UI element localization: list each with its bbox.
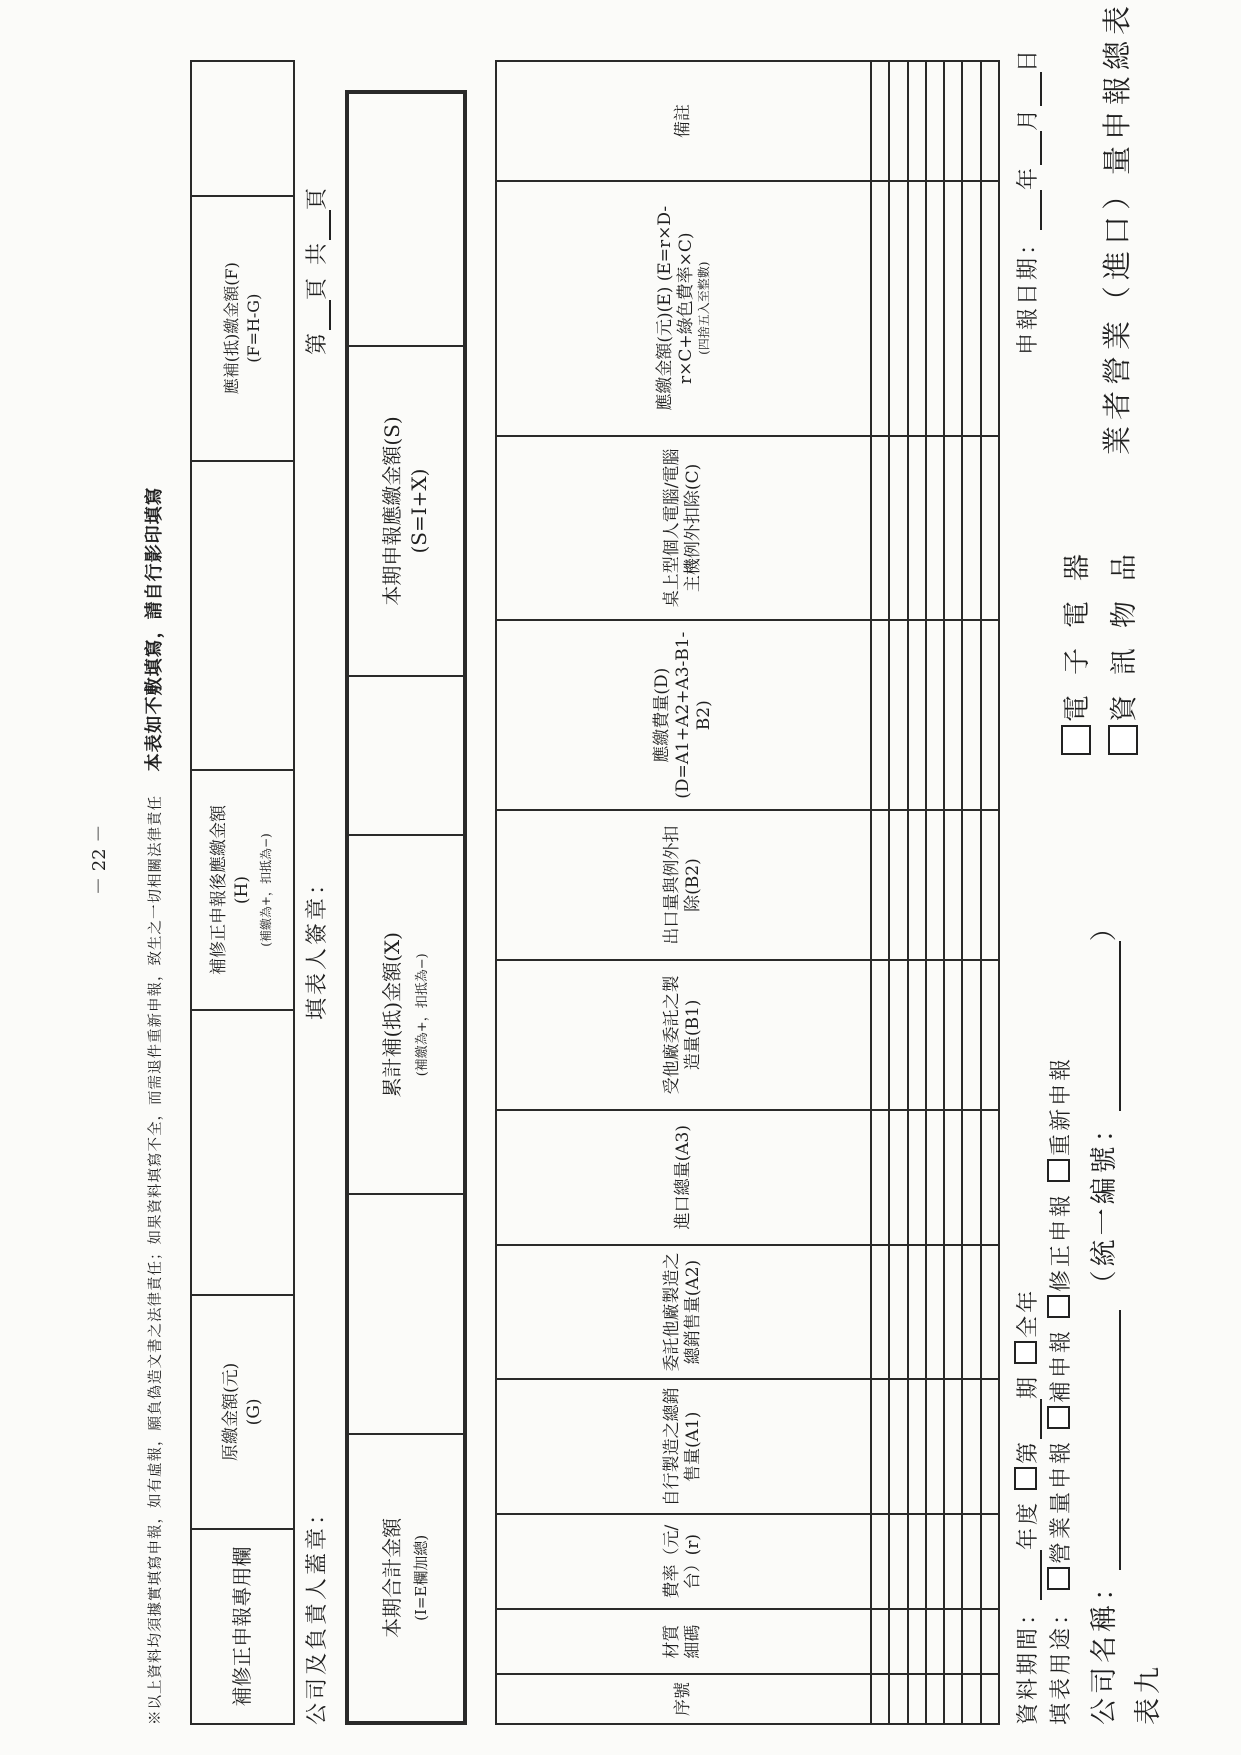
diff-label: 應補(抵)繳金額(F) [221,262,241,395]
cumulative-label-cell [347,835,465,1194]
date-year: 年 [1016,164,1041,190]
table-cell[interactable] [981,1674,999,1724]
correction-label-cell [191,1529,294,1724]
header-serial: 序號 [496,1674,871,1724]
page-count [300,185,331,355]
table-cell[interactable] [871,436,889,621]
table-cell[interactable] [871,620,889,810]
table-cell[interactable] [962,436,980,621]
table-cell[interactable] [908,1110,926,1245]
form-number: 表九 [1133,1663,1164,1725]
total-label-cell [347,1434,465,1723]
table-cell[interactable] [889,436,907,621]
table-cell[interactable] [981,436,999,621]
table-cell[interactable] [889,61,907,181]
declare-date-label: 申報日期： [1016,229,1041,355]
table-cell[interactable] [889,960,907,1110]
page-total-field[interactable] [307,210,331,240]
after-code: (H) [232,875,253,905]
total-value-cell[interactable] [347,1194,465,1433]
table-cell[interactable] [926,1245,944,1380]
payable-label: 本期申報應繳金額(S) [380,416,404,606]
date-day: 日 [1016,46,1041,72]
table-cell[interactable] [926,810,944,960]
table-cell[interactable] [908,1245,926,1380]
table-cell[interactable] [889,1674,907,1724]
header-b1: 受他廠委託之製造量(B1) [496,960,871,1110]
page-suffix: 頁 [305,184,330,210]
table-cell[interactable] [981,1110,999,1245]
company-name-field[interactable] [1093,1310,1121,1570]
header-a2: 委託他廠製造之總銷售量(A2) [496,1245,871,1380]
company-label: 公司名稱： [1089,1570,1120,1725]
checkbox-period[interactable] [1014,1467,1037,1490]
diff-formula: (F=H-G) [243,293,263,363]
table-cell[interactable] [871,1110,889,1245]
table-cell[interactable] [981,181,999,436]
table-cell[interactable] [926,1514,944,1609]
period-number-field[interactable] [1018,1399,1042,1439]
table-cell[interactable] [871,1674,889,1724]
table-cell[interactable] [981,960,999,1110]
footer-note [140,486,166,1725]
header-material-code: 材質細碼 [496,1609,871,1674]
checkbox-full-year[interactable] [1014,1341,1037,1364]
table-cell[interactable] [908,1674,926,1724]
header-c: 桌上型個人電腦/電腦主機例外扣除(C) [496,436,871,621]
table-cell[interactable] [944,181,962,436]
table-cell[interactable] [889,1609,907,1674]
diff-value-cell[interactable] [191,61,294,196]
checkbox-amend[interactable] [1047,1295,1070,1318]
table-cell[interactable] [962,181,980,436]
table-cell[interactable] [944,1110,962,1245]
table-cell[interactable] [962,960,980,1110]
table-row [962,61,980,1724]
uniform-no-label: （統一編號： [1089,1111,1120,1298]
table-cell[interactable] [944,960,962,1110]
table-cell[interactable] [908,436,926,621]
checkbox-supplement[interactable] [1047,1406,1070,1429]
table-cell[interactable] [981,620,999,810]
page-prefix: 第 [305,329,330,355]
table-cell[interactable] [871,181,889,436]
header-d: 應繳費量(D) (D=A1+A2+A3-B1-B2) [496,620,871,810]
table-cell[interactable] [944,1674,962,1724]
form-title: 業者營業（進口）量申報總表 [1100,0,1134,455]
table-cell[interactable] [926,61,944,181]
table-cell[interactable] [871,1514,889,1609]
table-cell[interactable] [944,61,962,181]
purpose-sales-declare: 營業量申報 [1049,1438,1074,1564]
table-cell[interactable] [981,1245,999,1380]
checkbox-sales-declare[interactable] [1047,1567,1070,1590]
page-current-field[interactable] [307,300,331,330]
table-cell[interactable] [926,1674,944,1724]
table-cell[interactable] [889,810,907,960]
header-rate: 費率（元/台）(r) [496,1514,871,1609]
table-cell[interactable] [962,1379,980,1514]
footer-bold-text: 本表如不敷填寫，請自行影印填寫 [144,486,165,772]
original-label: 原繳金額(元) [220,1362,241,1462]
original-code: (G) [243,1398,264,1426]
period-suffix: 期 [1016,1373,1041,1399]
table-cell[interactable] [889,1379,907,1514]
table-cell[interactable] [889,1110,907,1245]
date-year-field[interactable] [1018,190,1042,230]
table-cell[interactable] [926,1609,944,1674]
table-cell[interactable] [908,810,926,960]
purpose-redeclare: 重新申報 [1049,1055,1074,1156]
original-value-cell[interactable] [191,1010,294,1295]
main-table [495,60,1000,1725]
table-cell[interactable] [908,1379,926,1514]
header-e: 應繳金額(元)(E) (E=r×D-r×C+綠色費率×C) (四捨五入至整數) [496,181,871,436]
after-label: 補修正申報後應繳金額 [209,805,230,976]
header-b2: 出口量與例外扣除(B2) [496,810,871,960]
table-cell[interactable] [908,1609,926,1674]
category-options [1055,534,1141,755]
table-cell[interactable] [962,810,980,960]
table-cell[interactable] [944,810,962,960]
footer-note-text: ※以上資料均須據實填寫申報，如有虛報，願負偽造文書之法律責任；如果資料填寫不全，而需退件重新申報，致生之一切相關法律責任 [148,795,164,1725]
table-cell[interactable] [944,1379,962,1514]
table-cell[interactable] [871,1609,889,1674]
table-cell[interactable] [962,1110,980,1245]
main-table-body [871,61,999,1724]
original-label-cell [191,1295,294,1530]
purpose-row [1044,1056,1075,1725]
uniform-no-field[interactable] [1093,941,1121,1111]
summary-table [345,90,467,1725]
uniform-no-close: ） [1089,910,1120,942]
table-cell[interactable] [871,1379,889,1514]
table-row [944,61,962,1724]
checkbox-information[interactable] [1108,725,1138,755]
table-cell[interactable] [944,436,962,621]
table-cell[interactable] [962,1245,980,1380]
cumulative-label: 累計補(抵)金額(X) [380,932,404,1098]
header-remarks: 備註 [496,61,871,181]
purpose-supplement: 補申報 [1049,1327,1074,1403]
total-note: (I=E欄加總) [412,1534,430,1621]
table-cell[interactable] [889,181,907,436]
table-cell[interactable] [926,1379,944,1514]
table-cell[interactable] [962,1514,980,1609]
table-cell[interactable] [889,1245,907,1380]
table-cell[interactable] [944,620,962,810]
table-cell[interactable] [908,181,926,436]
table-cell[interactable] [871,810,889,960]
table-cell[interactable] [908,1514,926,1609]
table-cell[interactable] [926,960,944,1110]
payable-label-cell [347,346,465,675]
correction-table [190,60,295,1725]
page-mid: 頁 [305,274,330,300]
page-total-prefix: 共 [305,239,330,265]
checkbox-electronics[interactable] [1061,725,1091,755]
table-cell[interactable] [926,436,944,621]
table-row [908,61,926,1724]
table-row [889,61,907,1724]
table-cell[interactable] [944,1245,962,1380]
category-electronics: 電子電器 [1062,534,1093,722]
total-label: 本期合計金額 [380,1517,404,1638]
cumulative-note: (補繳為+，扣抵為−) [415,953,430,1077]
period-prefix: 第 [1016,1438,1041,1464]
checkbox-redeclare[interactable] [1047,1159,1070,1182]
table-cell[interactable] [962,61,980,181]
table-cell[interactable] [944,1514,962,1609]
table-cell[interactable] [926,1110,944,1245]
table-cell[interactable] [908,61,926,181]
date-month-field[interactable] [1018,131,1042,165]
table-cell[interactable] [889,620,907,810]
table-cell[interactable] [944,1609,962,1674]
signature-company: 公司及負責人蓋章： [305,1499,330,1725]
cumulative-value-cell[interactable] [347,676,465,836]
after-value-cell[interactable] [191,461,294,771]
declare-date-row [1011,47,1042,355]
period-full-year: 全年 [1016,1287,1041,1338]
date-month: 月 [1016,105,1041,131]
date-day-field[interactable] [1018,72,1042,106]
table-cell[interactable] [981,1609,999,1674]
main-table-header-row [496,61,871,1724]
period-label: 資料期間： [1016,1599,1041,1725]
signature-filler: 填表人簽章： [305,869,330,1020]
table-row [981,61,999,1724]
category-information: 資訊物品 [1109,534,1140,722]
table-cell[interactable] [926,181,944,436]
payable-formula: (S=I+X) [407,468,431,554]
after-label-cell [191,770,294,1010]
table-cell[interactable] [871,960,889,1110]
header-a1: 自行製造之總銷售量(A1) [496,1379,871,1514]
table-row [926,61,944,1724]
table-cell[interactable] [926,620,944,810]
table-cell[interactable] [871,61,889,181]
table-cell[interactable] [981,1514,999,1609]
table-cell[interactable] [981,1379,999,1514]
table-cell[interactable] [962,1609,980,1674]
period-year-suffix: 年度 [1016,1499,1041,1550]
payable-value-cell[interactable] [347,92,465,346]
table-cell[interactable] [981,61,999,181]
header-e-note: (四捨五入至整數) [697,261,712,355]
table-cell[interactable] [908,620,926,810]
purpose-amend: 修正申報 [1049,1191,1074,1292]
correction-label: 補修正申報專用欄 [230,1546,254,1707]
table-cell[interactable] [871,1245,889,1380]
purpose-label: 填表用途： [1049,1599,1074,1725]
page-number: － 22 － [89,824,110,895]
table-cell[interactable] [962,620,980,810]
table-cell[interactable] [981,810,999,960]
table-cell[interactable] [908,960,926,1110]
after-note: (補繳為+，扣抵為−) [258,833,273,947]
table-cell[interactable] [962,1674,980,1724]
header-a3: 進口總量(A3) [496,1110,871,1245]
diff-label-cell [191,196,294,461]
period-year-field[interactable] [1018,1550,1042,1600]
table-row [871,61,889,1724]
table-cell[interactable] [889,1514,907,1609]
period-row [1011,1288,1042,1725]
company-row [1082,910,1121,1725]
